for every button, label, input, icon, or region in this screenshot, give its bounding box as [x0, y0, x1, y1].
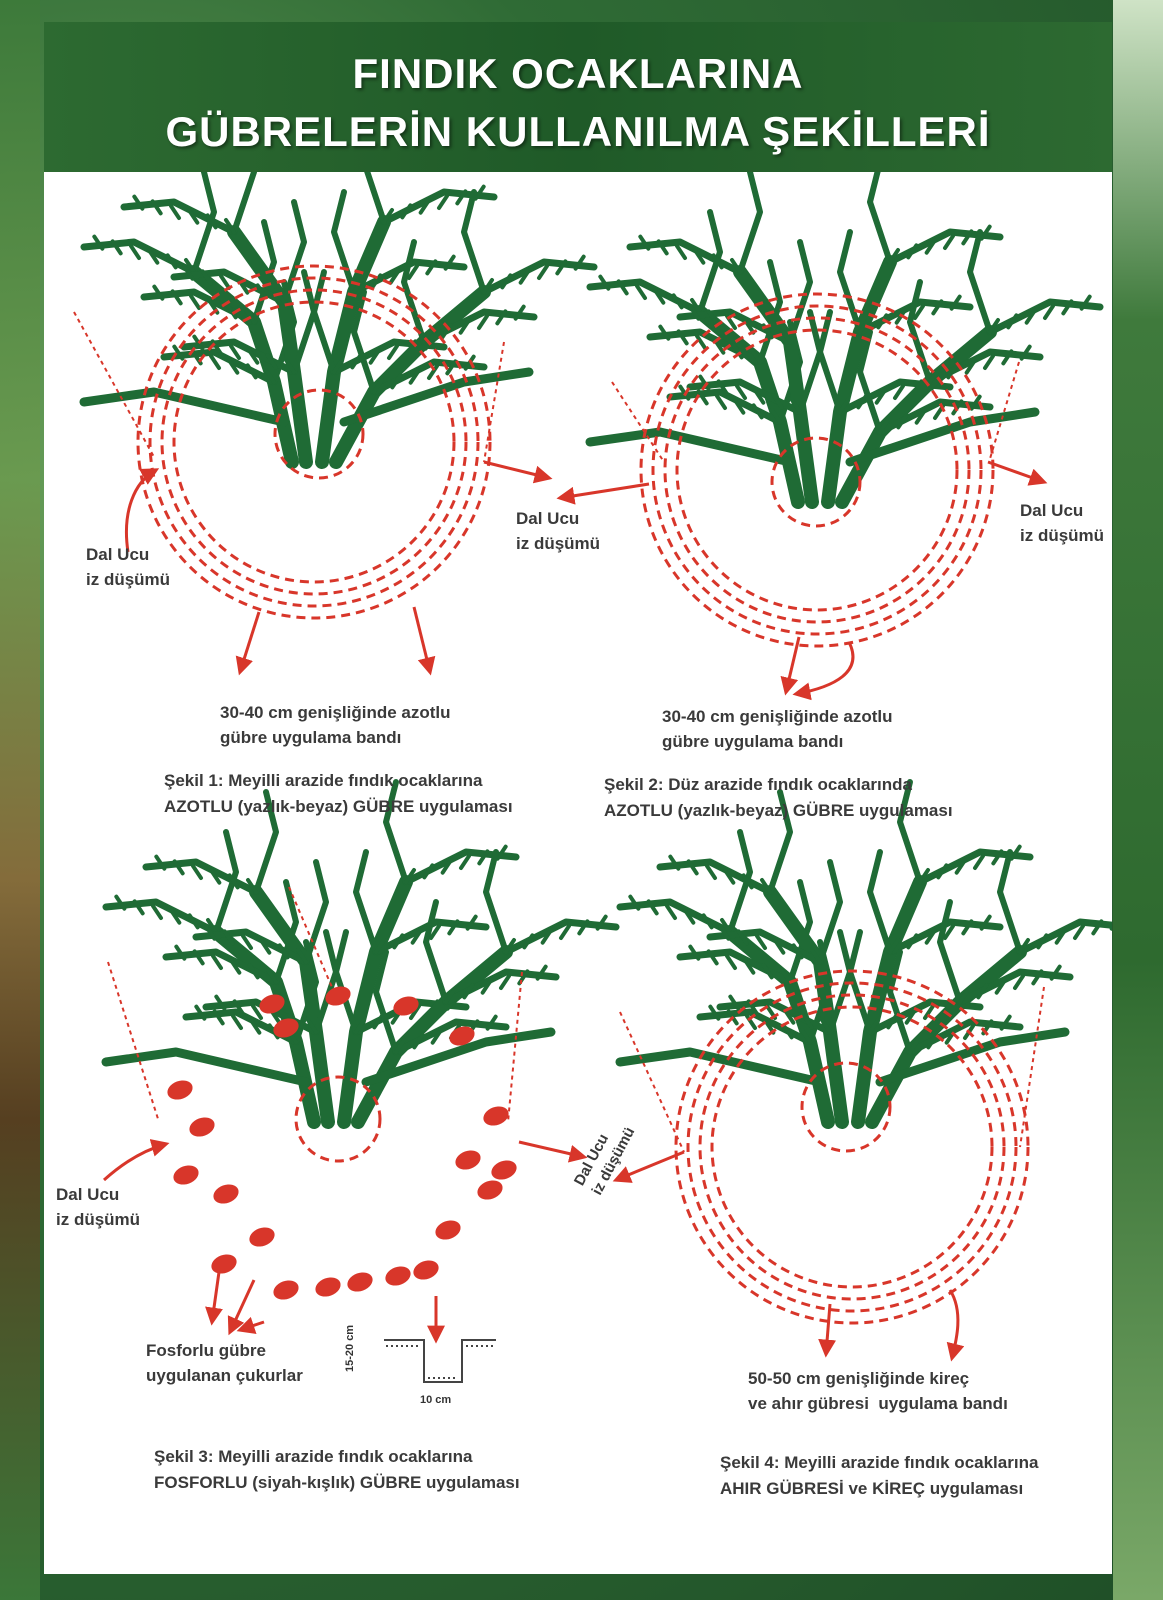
- fig3-tree: [106, 782, 616, 1122]
- fig1-band-arrow-left: [240, 612, 259, 672]
- fig3-pit-arrow-3: [240, 1322, 264, 1330]
- fig3-drip-line-right: [508, 972, 522, 1122]
- title-line-1: FINDIK OCAKLARINA: [352, 50, 804, 97]
- fig4-band-arrow-left: [826, 1304, 830, 1354]
- fig3-branch: [356, 852, 376, 952]
- fig3-width-label: 10 cm: [420, 1394, 452, 1406]
- fig1-band-label: 30-40 cm genişliğinde azotlu gübre uygulama bandı: [220, 703, 451, 747]
- fig3-fertilizer-pit-7: [187, 1114, 218, 1140]
- fig3-caption: Şekil 3: Meyilli arazide fındık ocaklarına FOSFORLU (siyah-kışlık) GÜBRE uygulaması: [154, 1447, 520, 1492]
- fig4-branch: [1000, 852, 1020, 952]
- fig1-branch: [404, 242, 424, 342]
- fig3-fertilizer-pit-18: [475, 1177, 506, 1203]
- fig4-band-ring-1: [712, 1007, 992, 1287]
- background-leaves-right: [1113, 0, 1163, 1600]
- fig1-drip-line-right: [484, 342, 504, 462]
- fig2-branch: [840, 232, 860, 332]
- fig4-band-arrow-right: [950, 1290, 958, 1358]
- fig3-fertilizer-pit-9: [211, 1181, 242, 1207]
- fig4-dal-ucu-label: Dal Ucu iz düşümü: [570, 1124, 639, 1198]
- fig1-branch: [464, 192, 484, 292]
- fig4-band-ring-2: [700, 995, 1004, 1299]
- fig3-fertilizer-pit-8: [171, 1162, 202, 1188]
- fig1-band-ring-3: [150, 278, 478, 606]
- fig2-band-label: 30-40 cm genişliğinde azotlu gübre uygulama bandı: [662, 707, 893, 751]
- fig1-drip-arrow-right: [484, 462, 549, 478]
- fig1-branch: [334, 192, 354, 292]
- fig4-branch: [940, 902, 960, 1002]
- fig3-branch: [426, 902, 446, 1002]
- title-banner: [44, 22, 1112, 172]
- fig2-branch: [970, 232, 990, 332]
- fig1-branch: [314, 272, 334, 372]
- fig3-drip-arrow-right: [519, 1142, 584, 1157]
- fig2-band-ring-1: [677, 330, 957, 610]
- fig1-branch: [234, 172, 254, 232]
- fig2-side-branch-left: [590, 432, 790, 462]
- fig3-depth-label: 15-20 cm: [344, 1324, 356, 1372]
- fig3-pit-soil-hatch: [386, 1346, 494, 1378]
- fig3-fertilizer-pit-12: [271, 1277, 302, 1303]
- fig2-branch: [820, 312, 840, 412]
- fig3-fertilizer-pit-11: [209, 1251, 240, 1277]
- fig4-branch: [870, 852, 890, 952]
- fig2-branch: [740, 172, 760, 272]
- fig3-side-branch-left: [106, 1052, 306, 1082]
- fig1-caption: Şekil 1: Meyilli arazide fındık ocaklarına AZOTLU (yazlık-beyaz) GÜBRE uygulaması: [164, 771, 513, 816]
- fig2-drip-arrow-left: [560, 484, 649, 498]
- fig2-caption: Şekil 2: Düz arazide fındık ocaklarında AZOTLU (yazlık-beyaz) GÜBRE uygulaması: [604, 775, 953, 820]
- fig3-pit-arrow-1: [212, 1272, 219, 1322]
- fig1-dal-ucu-label: Dal Ucu iz düşümü: [86, 545, 171, 589]
- fig3-fertilizer-pit-19: [489, 1157, 520, 1183]
- fig2-dal-ucu-label-right: Dal Ucu iz düşümü: [1020, 501, 1105, 545]
- fig3-fertilizer-pit-16: [411, 1257, 442, 1283]
- fig2-branch: [870, 172, 890, 262]
- fig4-branch: [820, 862, 840, 962]
- fig3-fertilizer-pit-14: [345, 1269, 376, 1295]
- fig1-branch: [364, 172, 384, 222]
- fig3-pit-arrow-2: [230, 1280, 254, 1332]
- fig3-fertilizer-pit-6: [165, 1077, 196, 1103]
- fig2-drip-arrow-right: [988, 462, 1044, 482]
- background-photo-left: [0, 0, 40, 1600]
- fig2-drip-line-left: [612, 382, 664, 462]
- fig1-side-branch-left: [84, 392, 284, 422]
- fig3-branch: [486, 852, 506, 952]
- fig1-tree: [84, 172, 594, 462]
- fig3-fertilizer-pit-13: [313, 1274, 344, 1300]
- fig1-branch: [284, 202, 304, 302]
- fig2-branch: [790, 242, 810, 342]
- fig3-fertilizer-pit-10: [247, 1224, 278, 1250]
- fig2-tree: [590, 172, 1100, 502]
- fig4-caption: Şekil 4: Meyilli arazide fındık ocaklarına AHIR GÜBRESİ ve KİREÇ uygulaması: [720, 1453, 1039, 1498]
- fig3-drip-arrow-left: [104, 1144, 166, 1180]
- fig4-drip-line-right: [1020, 987, 1044, 1147]
- fig3-pit-cross-section: [384, 1340, 496, 1382]
- fig1-drip-line-left: [74, 312, 154, 457]
- fig3-dal-ucu-label: Dal Ucu iz düşümü: [56, 1185, 141, 1229]
- fig2-dal-ucu-label-left: Dal Ucu iz düşümü: [516, 509, 601, 553]
- fig3-fertilizer-pit-17: [433, 1217, 464, 1243]
- fig3-fertilizer-pit-20: [453, 1147, 484, 1173]
- fig3-branch: [336, 932, 356, 1032]
- fig1-band-arrow-right: [414, 607, 430, 672]
- fig3-fertilizer-pit-15: [383, 1263, 414, 1289]
- fig2-band-arrow-right: [796, 642, 853, 694]
- fig3-drip-line-left: [108, 962, 159, 1122]
- diagram-panel: [44, 172, 1112, 1574]
- fig3-fertilizer-pit-21: [481, 1103, 512, 1129]
- fig4-band-label: 50-50 cm genişliğinde kireç ve ahır gübresi uygulama bandı: [748, 1369, 1008, 1413]
- fig3-branch: [306, 862, 326, 962]
- title-line-2: GÜBRELERİN KULLANILMA ŞEKİLLERİ: [165, 108, 991, 155]
- fig3-pits-label: Fosforlu gübre uygulanan çukurlar: [146, 1341, 303, 1385]
